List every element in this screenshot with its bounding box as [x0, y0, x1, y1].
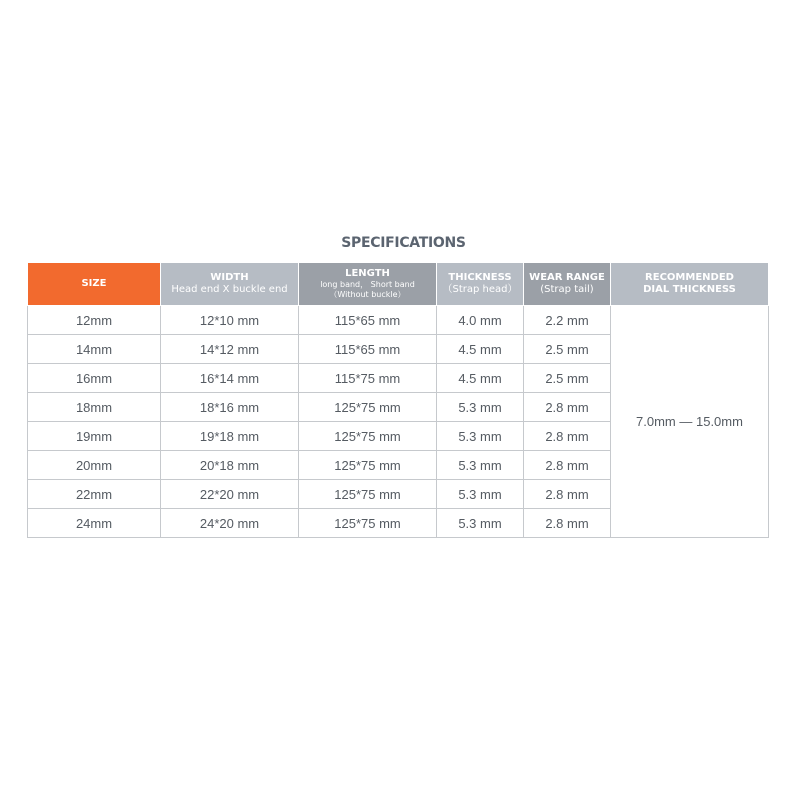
cell-width: 20*18 mm: [161, 451, 299, 480]
cell-length: 115*75 mm: [299, 364, 437, 393]
header-thickness-sub: （Strap head）: [442, 284, 518, 295]
header-dial: [611, 263, 769, 306]
cell-width: 16*14 mm: [161, 364, 299, 393]
cell-width: 19*18 mm: [161, 422, 299, 451]
cell-size: 20mm: [28, 451, 161, 480]
cell-wear: 2.8 mm: [524, 393, 611, 422]
header-wear-sub: (Strap tail): [540, 284, 594, 295]
cell-length: 115*65 mm: [299, 306, 437, 335]
cell-width: 12*10 mm: [161, 306, 299, 335]
cell-width: 22*20 mm: [161, 480, 299, 509]
header-length-label: LENGTH: [345, 268, 390, 279]
cell-dial-range: 7.0mm — 15.0mm: [611, 306, 769, 538]
cell-thickness: 5.3 mm: [437, 422, 524, 451]
cell-thickness: 5.3 mm: [437, 451, 524, 480]
header-dial-label1: RECOMMENDED: [645, 272, 734, 283]
cell-size: 24mm: [28, 509, 161, 538]
cell-size: 14mm: [28, 335, 161, 364]
cell-width: 24*20 mm: [161, 509, 299, 538]
header-wear-label: WEAR RANGE: [529, 272, 605, 283]
header-width: [161, 263, 299, 306]
cell-length: 115*65 mm: [299, 335, 437, 364]
cell-wear: 2.2 mm: [524, 306, 611, 335]
header-length-sub1: long band， Short band: [320, 280, 415, 289]
header-dial-label2: DIAL THICKNESS: [643, 284, 736, 295]
cell-length: 125*75 mm: [299, 422, 437, 451]
cell-width: 14*12 mm: [161, 335, 299, 364]
cell-thickness: 4.5 mm: [437, 364, 524, 393]
cell-size: 18mm: [28, 393, 161, 422]
cell-length: 125*75 mm: [299, 451, 437, 480]
header-row: [28, 263, 769, 306]
cell-length: 125*75 mm: [299, 393, 437, 422]
header-wear: [524, 263, 611, 306]
cell-length: 125*75 mm: [299, 509, 437, 538]
cell-thickness: 5.3 mm: [437, 509, 524, 538]
header-length-sub2: （Without buckle）: [329, 290, 406, 299]
cell-thickness: 4.5 mm: [437, 335, 524, 364]
header-size: [28, 263, 161, 306]
header-thickness: [437, 263, 524, 306]
cell-thickness: 4.0 mm: [437, 306, 524, 335]
cell-size: 19mm: [28, 422, 161, 451]
page-title: SPECIFICATIONS: [341, 235, 466, 251]
cell-wear: 2.8 mm: [524, 422, 611, 451]
cell-wear: 2.8 mm: [524, 480, 611, 509]
header-thickness-label: THICKNESS: [448, 272, 512, 283]
cell-length: 125*75 mm: [299, 480, 437, 509]
cell-size: 12mm: [28, 306, 161, 335]
cell-width: 18*16 mm: [161, 393, 299, 422]
cell-size: 22mm: [28, 480, 161, 509]
cell-wear: 2.5 mm: [524, 364, 611, 393]
cell-wear: 2.8 mm: [524, 451, 611, 480]
table-row: [28, 306, 769, 335]
header-size-label: SIZE: [81, 278, 107, 289]
cell-wear: 2.8 mm: [524, 509, 611, 538]
header-width-sub: Head end X buckle end: [171, 284, 288, 295]
cell-size: 16mm: [28, 364, 161, 393]
header-length: [299, 263, 437, 306]
cell-thickness: 5.3 mm: [437, 393, 524, 422]
spec-table: [27, 262, 769, 538]
cell-wear: 2.5 mm: [524, 335, 611, 364]
header-width-label: WIDTH: [210, 272, 249, 283]
cell-thickness: 5.3 mm: [437, 480, 524, 509]
